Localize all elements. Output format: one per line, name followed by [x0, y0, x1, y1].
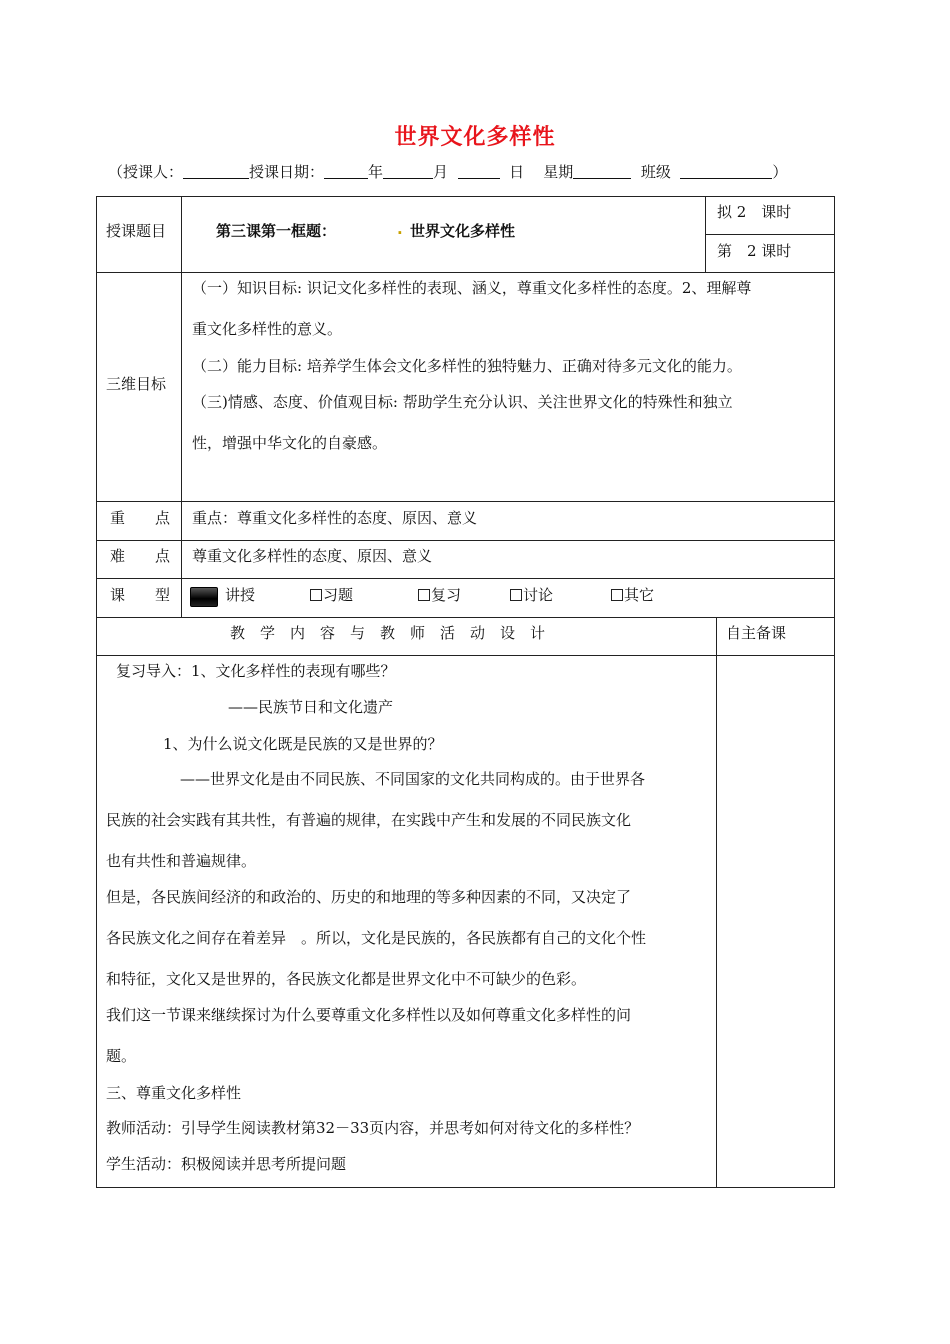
- content-line: 但是，各民族间经济的和政治的、历史的和地理的等多种因素的不同，又决定了: [106, 888, 632, 906]
- content-line: 教师活动：引导学生阅读教材第32－33页内容，并思考如何对待文化的多样性？: [106, 1119, 640, 1137]
- type-option-review[interactable]: [418, 584, 461, 605]
- content-line: 我们这一节课来继续探讨为什么要尊重文化多样性以及如何尊重文化多样性的问: [106, 1006, 632, 1024]
- actual-hours: 第 2 课时: [717, 242, 792, 260]
- content-line: ——世界文化是由不同民族、不同国家的文化共同构成的。由于世界各: [180, 770, 646, 788]
- plan-hours: 拟 2 课时: [717, 203, 792, 221]
- teacher-blank: [183, 164, 249, 179]
- topic-label: 授课题目: [106, 222, 167, 240]
- type-option-lecture: 讲授: [225, 586, 256, 604]
- content-line: 三、尊重文化多样性: [106, 1084, 242, 1102]
- goal-line: 性，增强中华文化的自豪感。: [192, 434, 388, 452]
- content-line: 各民族文化之间存在着差异 。所以，文化是民族的，各民族都有自己的文化个性: [106, 929, 647, 947]
- page-title: 世界文化多样性: [394, 125, 556, 150]
- checkbox-icon[interactable]: [418, 589, 430, 601]
- type-label: 课 型: [110, 586, 171, 604]
- weekday-label: 星期: [543, 163, 574, 181]
- goal-line: （三)情感、态度、价值观目标: 帮助学生充分认识、关注世界文化的特殊性和独立: [192, 393, 733, 411]
- content-line: 学生活动：积极阅读并思考所提问题: [106, 1155, 347, 1173]
- class-label: 班级: [640, 163, 671, 181]
- goal-line: 重文化多样性的意义。: [192, 320, 343, 338]
- checkbox-icon[interactable]: [611, 589, 623, 601]
- goal-line: （二）能力目标: 培养学生体会文化多样性的独特魅力、正确对待多元文化的能力。: [192, 357, 742, 375]
- info-close: ）: [772, 163, 788, 181]
- type-option-label: 讨论: [523, 586, 554, 604]
- topic-dot: .: [397, 220, 403, 238]
- teacher-label: （授课人：: [108, 163, 184, 181]
- day-blank: [458, 164, 500, 179]
- difficult-label: 难 点: [110, 547, 171, 565]
- type-option-label: 其它: [624, 586, 655, 604]
- content-line: 1、为什么说文化既是民族的又是世界的？: [163, 735, 443, 753]
- type-option-exercise[interactable]: [310, 584, 353, 605]
- date-label: 授课日期：: [249, 163, 325, 181]
- year-blank: [324, 164, 368, 179]
- month-label: 月: [433, 163, 449, 181]
- goals-label: 三维目标: [106, 375, 167, 393]
- key-label: 重 点: [110, 509, 171, 527]
- difficult-text: 尊重文化多样性的态度、原因、意义: [192, 547, 433, 565]
- checkbox-icon[interactable]: [310, 589, 322, 601]
- year-label: 年: [368, 163, 384, 181]
- class-blank: [680, 164, 772, 179]
- month-blank: [383, 164, 433, 179]
- type-option-label: 习题: [323, 586, 354, 604]
- checked-checkbox[interactable]: [190, 587, 218, 607]
- type-option-discussion[interactable]: [510, 584, 553, 605]
- content-line: 也有共性和普遍规律。: [106, 852, 257, 870]
- day-label: 日: [509, 163, 525, 181]
- content-line: ——民族节日和文化遗产: [228, 698, 394, 716]
- goal-line: （一）知识目标: 识记文化多样性的表现、涵义，尊重文化多样性的态度。2、理解尊: [192, 279, 752, 297]
- design-header: 教 学 内 容 与 教 师 活 动 设 计: [230, 624, 546, 642]
- topic-prefix: 第三课第一框题：: [216, 222, 337, 240]
- type-option-label: 复习: [431, 586, 462, 604]
- content-line: 和特征，文化又是世界的，各民族文化都是世界文化中不可缺少的色彩。: [106, 970, 587, 988]
- checkbox-icon[interactable]: [510, 589, 522, 601]
- self-prep-header: 自主备课: [726, 624, 787, 642]
- content-line: 题。: [106, 1047, 137, 1065]
- weekday-blank: [573, 164, 631, 179]
- content-line: 复习导入：1、文化多样性的表现有哪些？: [116, 662, 396, 680]
- type-option-other[interactable]: [611, 584, 654, 605]
- content-line: 民族的社会实践有其共性，有普遍的规律，在实践中产生和发展的不同民族文化: [106, 811, 632, 829]
- key-text: 重点：尊重文化多样性的态度、原因、意义: [192, 509, 478, 527]
- topic-name: 世界文化多样性: [410, 222, 516, 240]
- info-line: [108, 161, 787, 182]
